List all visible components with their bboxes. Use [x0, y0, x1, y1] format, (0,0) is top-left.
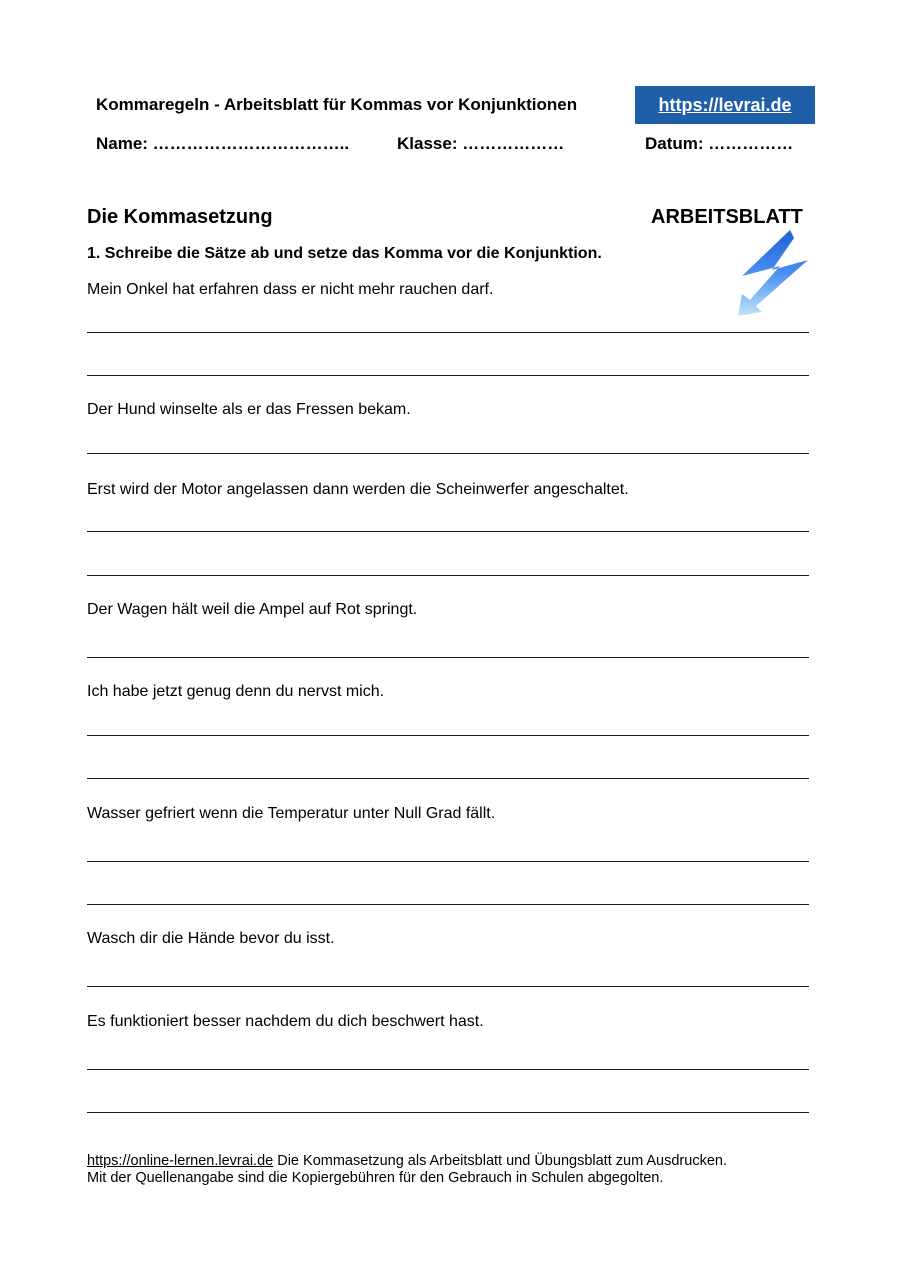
footer-link[interactable]: https://online-lernen.levrai.de: [87, 1153, 274, 1169]
site-link-box[interactable]: [635, 86, 815, 124]
writing-line: [87, 531, 809, 532]
writing-line: [87, 575, 809, 576]
footer-description: Die Kommasetzung als Arbeitsblatt und Übungsblatt zum Ausdrucken.: [273, 1153, 727, 1169]
writing-line: [87, 904, 809, 905]
worksheet-label: ARBEITSBLATT: [651, 206, 803, 228]
sentence-1: Mein Onkel hat erfahren dass er nicht mehr rauchen darf.: [87, 281, 494, 298]
writing-line: [87, 778, 809, 779]
writing-line: [87, 1112, 809, 1113]
writing-line: [87, 332, 809, 333]
footer: [87, 1153, 727, 1187]
sentence-5: Ich habe jetzt genug denn du nervst mich.: [87, 683, 385, 700]
writing-line: [87, 735, 809, 736]
date-field: Datum: ……………: [645, 134, 794, 153]
sentence-7: Wasch dir die Hände bevor du isst.: [87, 930, 335, 947]
task-instruction: 1. Schreibe die Sätze ab und setze das Komma vor die Konjunktion.: [87, 245, 602, 262]
writing-line: [87, 657, 809, 658]
writing-line: [87, 986, 809, 987]
sentence-8: Es funktioniert besser nachdem du dich beschwert hast.: [87, 1013, 484, 1030]
site-link[interactable]: https://levrai.de: [658, 94, 792, 115]
writing-line: [87, 1069, 809, 1070]
writing-line: [87, 375, 809, 376]
name-field: Name: ……………………………..: [96, 134, 350, 153]
sentence-2: Der Hund winselte als er das Fressen bekam.: [87, 401, 411, 418]
section-title: Die Kommasetzung: [87, 206, 273, 228]
footer-line-1: [87, 1153, 727, 1170]
class-field: Klasse: ………………: [397, 134, 565, 153]
footer-line-2: Mit der Quellenangabe sind die Kopiergebühren für den Gebrauch in Schulen abgegolten.: [87, 1170, 664, 1186]
sentence-3: Erst wird der Motor angelassen dann werden die Scheinwerfer angeschaltet.: [87, 481, 629, 498]
lightning-arrow-icon: [728, 228, 812, 320]
writing-line: [87, 861, 809, 862]
sentence-4: Der Wagen hält weil die Ampel auf Rot springt.: [87, 601, 418, 618]
writing-line: [87, 453, 809, 454]
worksheet-title: Kommaregeln - Arbeitsblatt für Kommas vor Konjunktionen: [96, 95, 578, 114]
sentence-6: Wasser gefriert wenn die Temperatur unter Null Grad fällt.: [87, 805, 496, 822]
